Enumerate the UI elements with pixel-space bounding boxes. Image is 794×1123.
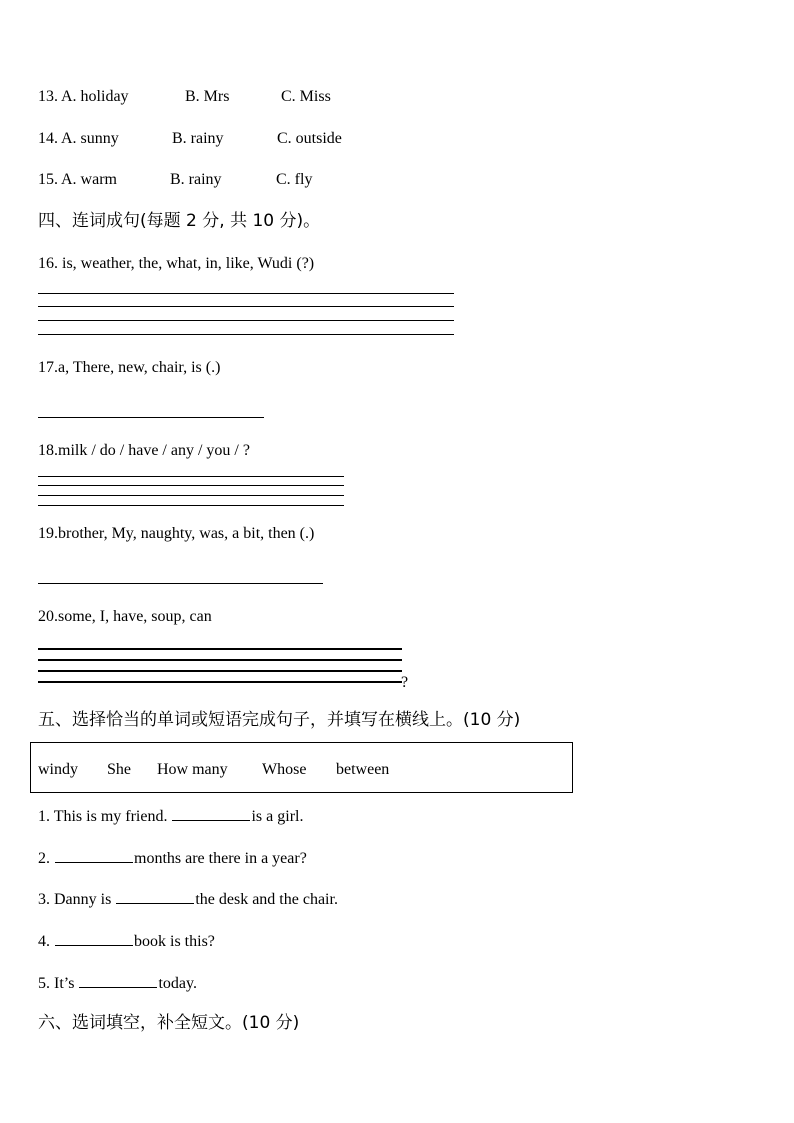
answer-blank[interactable]	[172, 806, 250, 821]
q20-question-mark: ?	[401, 674, 409, 691]
q14-number: 14.	[38, 130, 58, 147]
fill-sentence-4	[38, 931, 215, 952]
sentence-text: the desk and the chair.	[195, 891, 338, 908]
answer-line	[38, 476, 344, 477]
answer-line	[38, 648, 402, 650]
fill-sentence-1	[38, 806, 303, 827]
answer-line	[38, 670, 402, 672]
word-bank-box	[30, 742, 573, 793]
answer-line	[38, 320, 454, 321]
answer-blank[interactable]	[79, 973, 157, 988]
sentence-text: is a girl.	[251, 808, 304, 825]
sentence-text: 2.	[38, 850, 54, 867]
fill-sentence-5	[38, 973, 197, 994]
section-4-title: 四、连词成句(每题 2 分, 共 10 分)。	[38, 211, 321, 231]
q15-option-b: B. rainy	[170, 171, 222, 188]
q15-option-c: C. fly	[276, 171, 313, 188]
answer-line	[38, 495, 344, 496]
fill-sentence-2	[38, 848, 307, 869]
q14-option-b: B. rainy	[172, 130, 224, 147]
q20-prompt: 20.some, I, have, soup, can	[38, 608, 212, 625]
sentence-text: months are there in a year?	[134, 850, 307, 867]
answer-blank[interactable]	[116, 889, 194, 904]
q13-option-b: B. Mrs	[185, 88, 230, 105]
answer-line	[38, 681, 402, 683]
q19-answer-line[interactable]	[38, 583, 323, 584]
word-bank-item: How many	[157, 761, 228, 778]
sentence-text: 4.	[38, 933, 54, 950]
word-bank-item: windy	[38, 761, 78, 778]
q16-prompt: 16. is, weather, the, what, in, like, Wudi (?)	[38, 255, 315, 272]
word-bank-item: between	[336, 761, 390, 778]
q13-option-a: A. holiday	[61, 88, 129, 105]
q14-option-a: A. sunny	[61, 130, 119, 147]
section-6-title: 六、选词填空，补全短文。(10 分)	[38, 1013, 300, 1033]
q15-number: 15.	[38, 171, 58, 188]
fill-sentence-3	[38, 889, 338, 910]
section-5-title: 五、选择恰当的单词或短语完成句子，并填写在横线上。(10 分)	[38, 710, 521, 730]
answer-blank[interactable]	[55, 848, 133, 863]
q19-prompt: 19.brother, My, naughty, was, a bit, then (.)	[38, 525, 315, 542]
sentence-text: 3. Danny is	[38, 891, 116, 908]
answer-line	[38, 505, 344, 506]
answer-line	[38, 485, 344, 486]
sentence-text: today.	[158, 975, 197, 992]
word-bank-item: She	[107, 761, 131, 778]
q13-option-c: C. Miss	[281, 88, 331, 105]
answer-line	[38, 293, 454, 294]
sentence-text: book is this?	[134, 933, 215, 950]
q18-prompt: 18.milk / do / have / any / you / ?	[38, 442, 250, 459]
q15-option-a: A. warm	[61, 171, 117, 188]
answer-line	[38, 334, 454, 335]
sentence-text: 1. This is my friend.	[38, 808, 172, 825]
q13-number: 13.	[38, 88, 58, 105]
answer-line	[38, 306, 454, 307]
sentence-text: 5. It’s	[38, 975, 79, 992]
answer-blank[interactable]	[55, 931, 133, 946]
word-bank-item: Whose	[262, 761, 307, 778]
q17-prompt: 17.a, There, new, chair, is (.)	[38, 359, 221, 376]
q17-answer-line[interactable]	[38, 417, 264, 418]
q14-option-c: C. outside	[277, 130, 342, 147]
answer-line	[38, 659, 402, 661]
